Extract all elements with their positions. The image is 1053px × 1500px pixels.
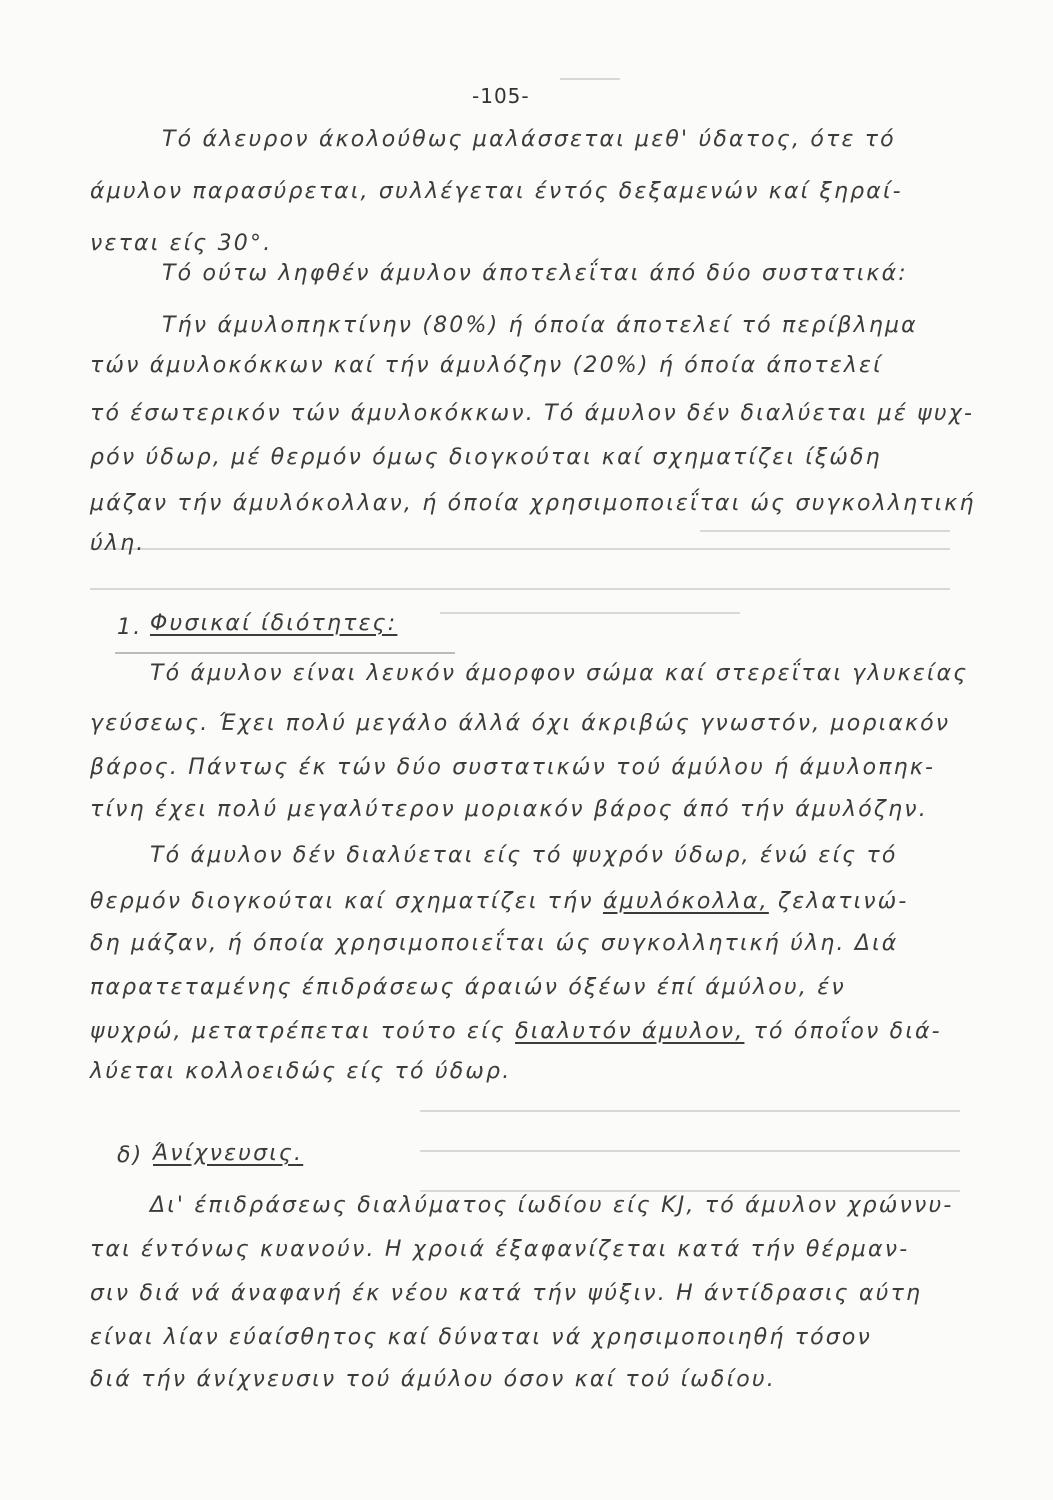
text-line: είναι λίαν εύαίσθητος καί δύναται νά χρησιμοποιηθή τόσον <box>90 1325 873 1350</box>
bleed-through-mark <box>440 612 740 614</box>
section-label: δ) <box>117 1143 144 1168</box>
text-line: μάζαν τήν άμυλόκολλαν, ή όποία χρησιμοποιεΐται ώς συγκολλητική <box>90 491 976 516</box>
text-line: νεται είς 30°. <box>90 231 273 256</box>
text-line <box>90 1018 942 1046</box>
text-line: Δι' έπιδράσεως διαλύματος ίωδίου είς KJ, τό άμυλον χρώννυ- <box>150 1193 954 1218</box>
bleed-through-mark <box>420 1150 960 1152</box>
text-line <box>90 888 909 916</box>
bleed-through-mark <box>420 1110 960 1112</box>
text-line: λύεται κολλοειδώς είς τό ύδωρ. <box>90 1059 512 1084</box>
text-line: σιν διά νά άναφανή έκ νέου κατά τήν ψύξιν. Η άντίδρασις αύτη <box>90 1281 923 1306</box>
text-line: δη μάζαν, ή όποία χρησιμοποιεΐται ώς συγκολλητική ύλη. Διά <box>90 931 899 956</box>
text-line: Τό άλευρον άκολούθως μαλάσσεται μεθ' ύδατος, ότε τό <box>162 127 896 152</box>
text-line: ρόν ύδωρ, μέ θερμόν όμως διογκούται καί σχηματίζει ίξώδη <box>90 445 882 470</box>
bleed-through-mark <box>90 548 950 550</box>
bleed-through-mark <box>90 588 950 590</box>
text-line: άμυλον παρασύρεται, συλλέγεται έντός δεξαμενών καί ξηραί- <box>90 179 903 204</box>
section-number: 1. <box>117 615 143 640</box>
underlined-term: άμυλόκολλα, <box>602 889 769 914</box>
bleed-through-mark <box>560 78 620 80</box>
text-line: τό έσωτερικόν τών άμυλοκόκκων. Τό άμυλον δέν διαλύεται μέ ψυχ- <box>90 401 975 426</box>
section-heading: Φυσικαί ίδιότητες: <box>150 611 398 636</box>
text-line: τών άμυλοκόκκων καί τήν άμυλόζην (20%) ή όποία άποτελεί <box>90 353 883 378</box>
text-segment: ζελατινώ- <box>768 889 909 914</box>
text-line: διά τήν άνίχνευσιν τού άμύλου όσον καί τού ίωδίου. <box>90 1367 776 1392</box>
text-line: γεύσεως. Έχει πολύ μεγάλο άλλά όχι άκριβώς γνωστόν, μοριακόν <box>90 711 951 736</box>
text-segment: τό όποΐον διά- <box>744 1019 942 1044</box>
text-line: Τό ούτω ληφθέν άμυλον άποτελεΐται άπό δύο συστατικά: <box>162 261 908 286</box>
section-heading: Άνίχνευσις. <box>153 1141 304 1166</box>
text-line: τίνη έχει πολύ μεγαλύτερον μοριακόν βάρος άπό τήν άμυλόζην. <box>90 797 928 822</box>
text-segment: ψυχρώ, μετατρέπεται τούτο είς <box>90 1019 516 1044</box>
text-line: Τήν άμυλοπηκτίνην (80%) ή όποία άποτελεί τό περίβλημα <box>162 313 918 338</box>
text-line: βάρος. Πάντως έκ τών δύο συστατικών τού άμύλου ή άμυλοπηκ- <box>90 755 936 780</box>
text-line: παρατεταμένης έπιδράσεως άραιών όξέων έπί άμύλου, έν <box>90 975 846 1000</box>
pen-stroke-mark <box>115 652 455 654</box>
bleed-through-mark <box>700 530 950 532</box>
text-line: ται έντόνως κυανούν. Η χροιά έξαφανίζεται κατά τήν θέρμαν- <box>90 1237 910 1262</box>
text-line: ύλη. <box>90 531 146 556</box>
text-segment: θερμόν διογκούται καί σχηματίζει τήν <box>90 889 603 914</box>
text-line: Τό άμυλον δέν διαλύεται είς τό ψυχρόν ύδωρ, ένώ είς τό <box>150 843 898 868</box>
page-number: -105- <box>472 84 530 108</box>
text-line: Τό άμυλον είναι λευκόν άμορφον σώμα καί στερεΐται γλυκείας <box>150 661 969 686</box>
underlined-term: διαλυτόν άμυλον, <box>515 1019 745 1044</box>
